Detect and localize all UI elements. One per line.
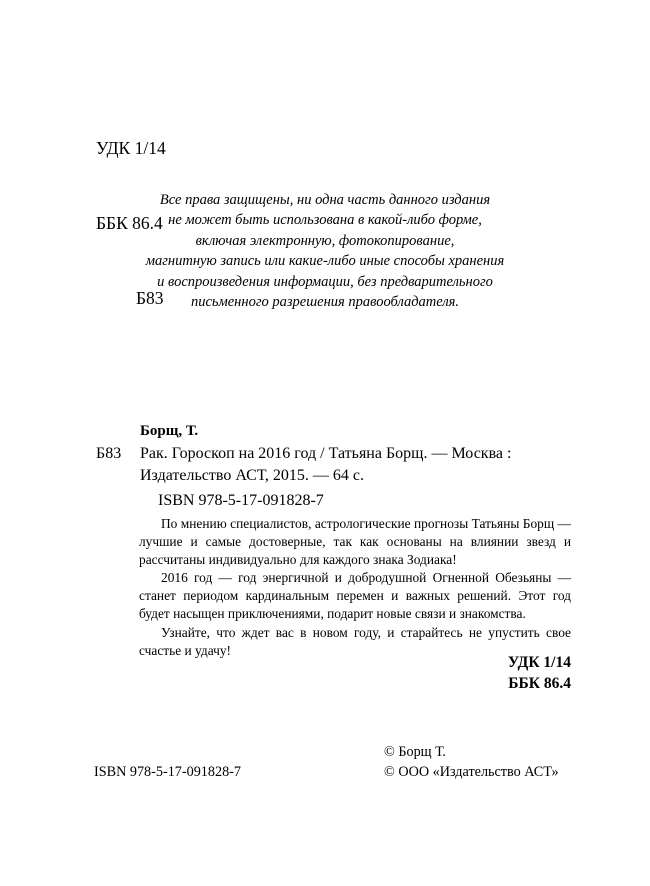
bbk-code-bottom: ББК 86.4 — [508, 675, 571, 692]
rights-notice-line: Все права защищены, ни одна часть данного издания — [159, 192, 491, 208]
record-shelfmark: Б83 — [96, 444, 122, 462]
udk-code-bottom: УДК 1/14 — [507, 654, 571, 671]
annotation-paragraph: 2016 год — год энергичной и добродушной Огненной Обезьяны — станет периодом кардинальным перемен и важных решений. Этот год будет насыщен приключениями, подарит новые связи и знакомства. — [139, 570, 571, 622]
rights-notice-line: включая электронную, фотокопирование, — [195, 232, 455, 249]
rights-notice-line: не может быть использована в какой-либо форме, — [168, 212, 482, 229]
bbk-code-top: ББК 86.4 — [96, 213, 163, 233]
copyright-author: © Борщ Т. — [384, 744, 446, 760]
shelfmark-code-top: Б83 — [136, 288, 164, 308]
rights-notice-line: магнитную запись или какие-либо иные способы хранения — [145, 253, 505, 270]
copyright-block — [384, 742, 559, 782]
record-description-block — [96, 443, 574, 488]
udk-code-top: УДК 1/14 — [96, 138, 166, 158]
annotation-paragraph: Узнайте, что ждет вас в новом году, и старайтесь не упустить свое счастье и удачу! — [139, 624, 571, 658]
annotation-paragraph: По мнению специалистов, астрологические прогнозы Татьяны Борщ — лучшие и самые достоверные, так как основаны на влиянии звезд и рассчитаны индивидуально для каждого знака Зодиака! — [139, 516, 571, 568]
copyright-publisher: © ООО «Издательство АСТ» — [384, 764, 559, 780]
footer-isbn: ISBN 978-5-17-091828-7 — [94, 764, 241, 780]
record-author: Борщ, Т. — [140, 423, 199, 439]
record-description: Рак. Гороскоп на 2016 год / Татьяна Борщ. — Москва : Издательство АСТ, 2015. — 64 с. — [140, 444, 512, 484]
bibliographic-record — [96, 420, 574, 512]
classification-codes-bottom — [508, 652, 571, 694]
record-isbn: ISBN 978-5-17-091828-7 — [158, 491, 324, 509]
rights-notice-line: и воспроизведения информации, без предварительного — [157, 273, 493, 290]
rights-notice-line: письменного разрешения правообладателя. — [190, 294, 460, 311]
annotation-text — [139, 515, 571, 660]
rights-notice — [75, 190, 575, 312]
